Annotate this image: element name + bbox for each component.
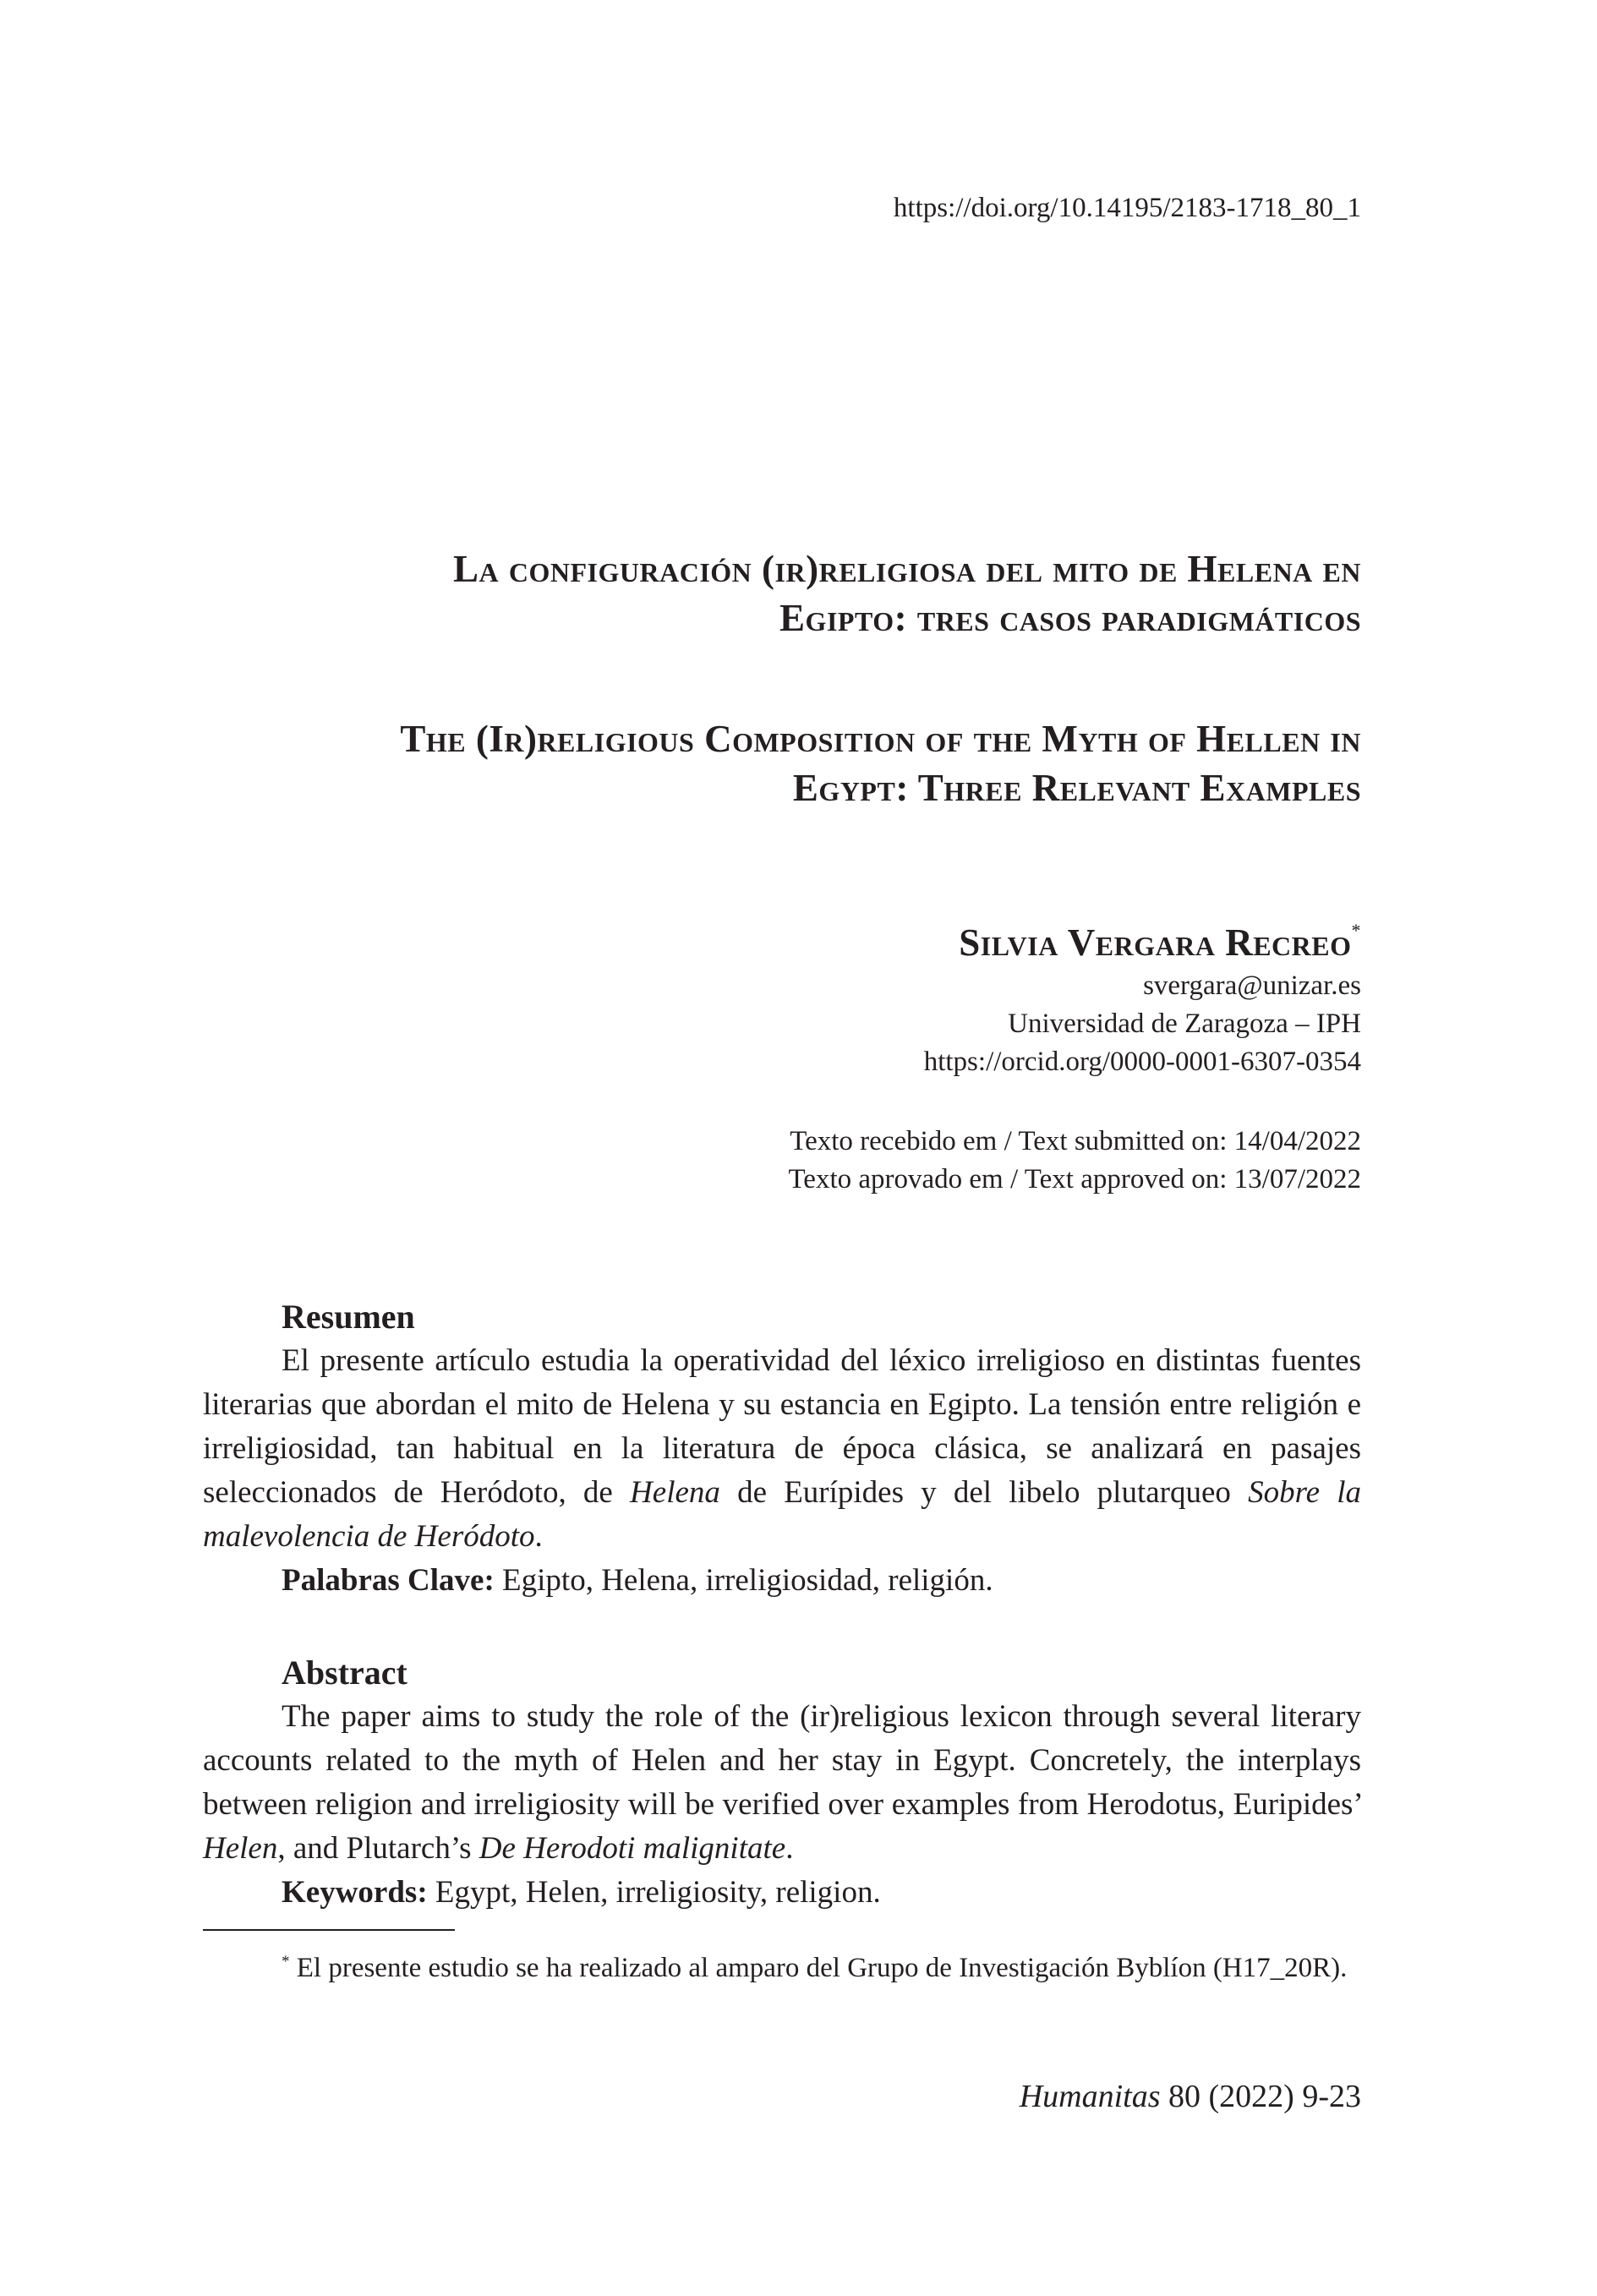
title-spanish-line-2: Egipto: tres casos paradigmáticos [779,597,1361,639]
resumen-text-1: El presente artículo estudia la operatividad del léxico irreligioso en distintas fuentes literarias que abordan el mito de Helena y su estancia en Egipto. La tensión entre religión e irreligiosidad, tan habitual en la literatura de época clásica, se analizará en pasajes seleccionados de Heródoto, de [203,1343,1361,1510]
resumen-italic-2: Sobre la malevolencia de Heródoto [203,1475,1362,1554]
author-affiliation: Universidad de Zaragoza – IPH [1008,1009,1361,1039]
title-spanish-line-1: La configuración (ir)religiosa del mito de Helena en [453,548,1361,590]
abstract-keywords-list: Egypt, Helen, irreligiosity, religion. [427,1875,881,1910]
abstract-italic-2: De Herodoti malignitate [479,1831,786,1866]
resumen-keywords-label: Palabras Clave: [282,1563,495,1598]
abstract-paragraph [203,1695,1361,1871]
abstract-keywords-label: Keywords: [282,1875,428,1910]
title-english-line-1: The (Ir)religious Composition of the Myth of Hellen in [400,718,1361,760]
resumen-keywords [203,1559,1361,1603]
author-orcid[interactable]: https://orcid.org/0000-0001-6307-0354 [923,1047,1361,1077]
abstract-heading: Abstract [282,1654,407,1692]
title-english [203,714,1361,812]
resumen-section [203,1295,1361,1603]
journal-reference [761,2076,1361,2117]
author-footnote-mark[interactable]: * [1351,920,1361,941]
resumen-italic-1: Helena [630,1475,720,1510]
resumen-keywords-list: Egipto, Helena, irreligiosidad, religión. [494,1563,993,1598]
footnote-mark: * [282,1953,290,1971]
journal-issue: 80 (2022) 9-23 [1160,2079,1361,2114]
resumen-heading: Resumen [282,1298,415,1336]
author-block [676,918,1361,1081]
date-approved: Texto aprovado em / Text approved on: 13/07/2022 [788,1164,1361,1194]
abstract-italic-1: Helen [203,1831,278,1866]
footnote-paragraph [203,1949,1361,1987]
abstract-section [203,1651,1361,1915]
footnote-divider [203,1929,455,1931]
resumen-paragraph [203,1339,1361,1559]
resumen-text-2: de Eurípides y del libelo plutarqueo [719,1475,1249,1510]
abstract-text-1: The paper aims to study the role of the (ir)religious lexicon through several literary accounts related to the myth of Helen and her stay in Egypt. Concretely, the interplays between religion and irreligiosity will be verified over examples from Herodotus, Euripides’ [203,1699,1361,1822]
title-spanish [203,544,1361,642]
author-email[interactable]: svergara@unizar.es [1143,970,1361,1001]
journal-name: Humanitas [1019,2079,1161,2114]
footnote-text: El presente estudio se ha realizado al amparo del Grupo de Investigación Byblíon (H17_20R). [289,1953,1348,1983]
doi-link[interactable]: https://doi.org/10.14195/2183-1718_80_1 [893,193,1361,223]
date-submitted: Texto recebido em / Text submitted on: 14/04/2022 [790,1126,1361,1156]
resumen-text-3: . [534,1519,543,1554]
abstract-text-3: . [785,1831,794,1866]
author-name: Silvia Vergara Recreo [959,921,1352,964]
title-english-line-2: Egypt: Three Relevant Examples [792,767,1361,809]
author-name-line [676,918,1361,967]
abstract-keywords [203,1871,1361,1915]
submission-dates [592,1123,1361,1199]
abstract-text-2: , and Plutarch’s [277,1831,479,1866]
footnote [203,1949,1361,1987]
